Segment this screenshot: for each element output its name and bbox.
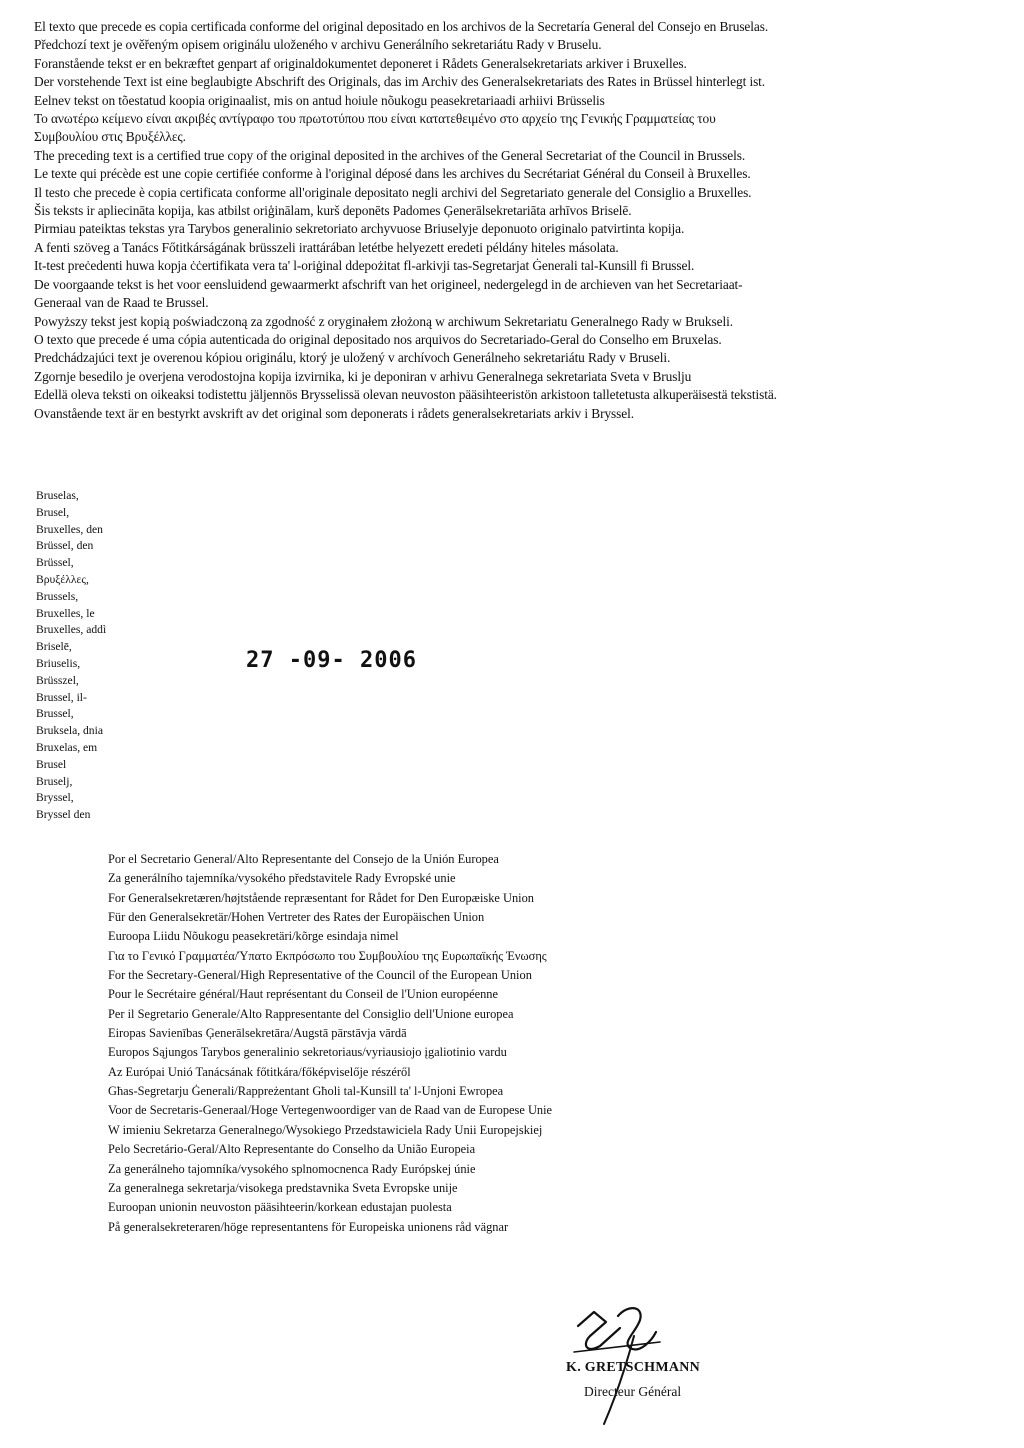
- certification-statement: [34, 18, 994, 423]
- signatory-line: Za generalnega sekretarja/visokega predstavnika Sveta Evropske unije: [108, 1180, 458, 1195]
- certification-line: Zgornje besedilo je overjena verodostojna kopija izvirnika, ki je deponiran v arhivu Generalnega sekretariata Sveta v Bruslju: [34, 368, 692, 384]
- certification-line: It-test preċedenti huwa kopja ċċertifikata vera ta' l-oriġinal ddepożitat fl-arkivji tas-Segretarjat Ġenerali tal-Kunsill fi Brussel.: [34, 258, 695, 274]
- certification-line: Il testo che precede è copia certificata conforme all'originale depositato negli archivi del Segretariato generale del Consiglio a Bruxelles.: [34, 184, 752, 200]
- city-line: Briselē,: [36, 640, 72, 654]
- city-line: Bruxelles, le: [36, 606, 95, 620]
- city-line: Brussels,: [36, 589, 79, 603]
- signatory-line: Per il Segretario Generale/Alto Rappresentante del Consiglio dell'Unione europea: [108, 1006, 514, 1021]
- signatory-line: Eiropas Savienības Ģenerālsekretāra/Augstā pārstāvja vārdā: [108, 1026, 407, 1041]
- city-line: Bruxelles, addì: [36, 623, 107, 637]
- city-line: Bryssel den: [36, 808, 91, 822]
- certification-line: Generaal van de Raad te Brussel.: [34, 295, 209, 311]
- signatory-line: Għas-Segretarju Ġenerali/Rappreżentant Għoli tal-Kunsill ta' l-Unjoni Ewropea: [108, 1084, 504, 1099]
- city-line: Brüssel,: [36, 556, 74, 570]
- certification-line: A fenti szöveg a Tanács Főtitkárságának brüsszeli irattárában letétbe helyezett eredeti példány hiteles másolata.: [34, 239, 619, 255]
- signatory-line: Pour le Secrétaire général/Haut représentant du Conseil de l'Union européenne: [108, 987, 498, 1002]
- city-line: Brussel, il-: [36, 690, 87, 704]
- signatory-line: På generalsekreteraren/höge representantens för Europeiska unionens råd vägnar: [108, 1219, 509, 1234]
- city-line: Bruselas,: [36, 489, 79, 502]
- city-line: Brüssel, den: [36, 539, 94, 553]
- certification-line: Powyższy tekst jest kopią poświadczoną za zgodność z oryginałem złożoną w archiwum Sekretariatu Generalnego Rady w Brukseli.: [34, 313, 733, 329]
- certification-line: Předchozí text je ověřeným opisem originálu uloženého v archivu Generálního sekretariátu Rady v Bruselu.: [34, 37, 602, 53]
- signatory-line: Euroopan unionin neuvoston pääsihteerin/korkean edustajan puolesta: [108, 1200, 452, 1215]
- signatory-on-behalf-list: [108, 850, 668, 1237]
- certification-line: Le texte qui précède est une copie certifiée conforme à l'original déposé dans les archives du Secrétariat Général du Conseil à Bruxelles.: [34, 166, 751, 182]
- signatory-line: Za generálneho tajomníka/vysokého splnomocnenca Rady Európskej únie: [108, 1161, 476, 1176]
- city-line: Bruselj,: [36, 774, 73, 788]
- certification-line: Šis teksts ir apliecināta kopija, kas atbilst oriģinālam, kurš deponēts Padomes Ģenerālsekretariāta arhīvos Briselē.: [34, 203, 632, 219]
- city-line: Briuselis,: [36, 656, 81, 670]
- signatory-line: Für den Generalsekretär/Hohen Vertreter des Rates der Europäischen Union: [108, 910, 485, 925]
- city-line: Bruxelles, den: [36, 522, 103, 536]
- place-of-certification-list: [36, 488, 156, 824]
- signatory-line: For Generalsekretæren/højtstående repræsentant for Rådet for Den Europæiske Union: [108, 890, 534, 905]
- certification-line: Edellä oleva teksti on oikeaksi todistettu jäljennös Brysselissä olevan neuvoston pääsihteeristön arkistoon talletetusta alkuperäisestä tekstistä.: [34, 387, 777, 403]
- signatory-line: Europos Sąjungos Tarybos generalinio sekretoriaus/vyriausiojo įgaliotinio vardu: [108, 1045, 507, 1060]
- city-line: Brusel,: [36, 505, 70, 519]
- certification-line: Eelnev tekst on tõestatud koopia originaalist, mis on antud hoiule nõukogu peasekretariaadi arhiivi Brüsselis: [34, 92, 605, 108]
- signer-title: Directeur Général: [584, 1384, 682, 1399]
- signatory-line: Za generálního tajemníka/vysokého představitele Rady Evropské unie: [108, 871, 456, 886]
- certification-line: De voorgaande tekst is het voor eensluidend gewaarmerkt afschrift van het origineel, nedergelegd in de archieven van het Secretariaat-: [34, 276, 743, 292]
- signatory-line: Euroopa Liidu Nõukogu peasekretäri/kõrge esindaja nimel: [108, 929, 399, 944]
- certification-line: O texto que precede é uma cópia autenticada do original depositado nos arquivos do Secretariado-Geral do Conselho em Bruxelas.: [34, 331, 722, 347]
- city-line: Brusel: [36, 757, 67, 771]
- city-line: Βρυξέλλες,: [36, 572, 89, 586]
- certification-line: El texto que precede es copia certificada conforme del original depositado en los archivos de la Secretaría General del Consejo en Bruselas.: [34, 19, 769, 34]
- city-line: Bruxelas, em: [36, 740, 98, 754]
- signatory-line: Για το Γενικό Γραμματέα/Ύπατο Εκπρόσωπο του Συμβουλίου της Ευρωπαϊκής Ένωσης: [108, 948, 547, 963]
- certification-line: Συμβουλίου στις Βρυξέλλες.: [34, 129, 186, 145]
- signatory-line: For the Secretary-General/High Representative of the Council of the European Union: [108, 968, 532, 983]
- signatory-line: W imieniu Sekretarza Generalnego/Wysokiego Przedstawiciela Rady Unii Europejskiej: [108, 1122, 543, 1137]
- signatory-line: Por el Secretario General/Alto Representante del Consejo de la Unión Europea: [108, 852, 499, 866]
- city-line: Bryssel,: [36, 791, 74, 805]
- certification-line: The preceding text is a certified true copy of the original deposited in the archives of the General Secretariat of the Council in Brussels.: [34, 147, 746, 163]
- certification-line: Predchádzajúci text je overenou kópiou originálu, ktorý je uložený v archívoch Generálneho sekretariátu Rady v Bruseli.: [34, 350, 671, 366]
- signatory-line: Pelo Secretário-Geral/Alto Representante do Conselho da União Europeia: [108, 1142, 476, 1157]
- certification-line: Der vorstehende Text ist eine beglaubigte Abschrift des Originals, das im Archiv des Generalsekretariats des Rates in Brüssel hinterlegt ist.: [34, 74, 766, 90]
- city-line: Brussel,: [36, 707, 74, 721]
- certification-line: Το ανωτέρω κείμενο είναι ακριβές αντίγραφο του πρωτοτύπου που είναι κατατεθειμένο στο αρχείο της Γενικής Γραμματείας του: [34, 111, 716, 127]
- date-stamp: 27 -09- 2006: [246, 648, 417, 673]
- signatory-line: Voor de Secretaris-Generaal/Hoge Vertegenwoordiger van de Raad van de Europese Unie: [108, 1103, 553, 1118]
- city-line: Bruksela, dnia: [36, 724, 103, 738]
- certification-line: Pirmiau pateiktas tekstas yra Tarybos generalinio sekretoriato archyvuose Briuselyje deponuoto originalo patvirtinta kopija.: [34, 221, 685, 237]
- city-line: Brüsszel,: [36, 673, 79, 687]
- signatory-line: Az Európai Unió Tanácsának főtitkára/főképviselője részéről: [108, 1064, 411, 1079]
- signer-name: K. GRETSCHMANN: [566, 1360, 701, 1375]
- certification-line: Ovanstående text är en bestyrkt avskrift av det original som deponerats i rådets generalsekretariats arkiv i Bryssel.: [34, 405, 634, 421]
- certification-line: Foranstående tekst er en bekræftet genpart af originaldokumentet deponeret i Rådets Generalsekretariats arkiver i Bruxelles.: [34, 55, 687, 71]
